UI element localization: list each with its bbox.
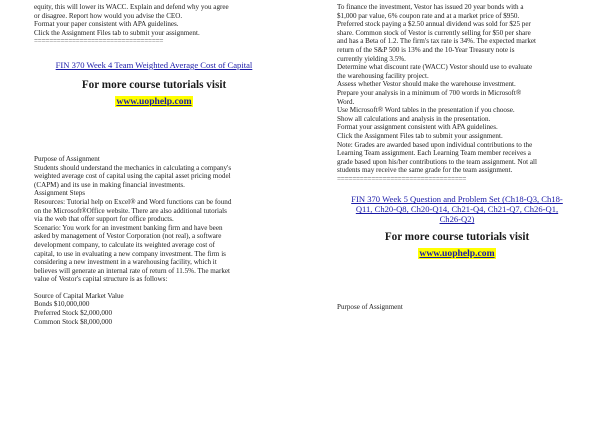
text-line: Bonds $10,000,000 xyxy=(34,300,90,309)
course-link-line[interactable]: Q11, Ch20-Q8, Ch20-Q14, Ch21-Q4, Ch21-Q7, Ch26-Q1, xyxy=(355,204,559,215)
course-link-line[interactable]: Ch26-Q2) xyxy=(439,214,475,225)
right-body xyxy=(337,3,577,175)
text-line: on the Microsoft®Office website. There are also additional tutorials xyxy=(34,206,227,215)
site-link[interactable]: www.uophelp.com xyxy=(116,95,192,107)
text-line: Preferred stock paying a $2.50 annual dividend was sold for $25 per xyxy=(337,20,531,29)
promo-heading: For more course tutorials visit xyxy=(384,231,530,244)
text-line: currently yielding 3.5%. xyxy=(337,54,406,63)
text-line: value of Vestor's capital structure is as follows: xyxy=(34,275,168,284)
text-line: asked by management of Vestor Corporation (not real), a software xyxy=(34,232,222,241)
course-link[interactable]: FIN 370 Week 4 Team Weighted Average Cost of Capital xyxy=(55,59,253,70)
text-line: Common Stock $8,000,000 xyxy=(34,317,113,326)
site-link-wrapper xyxy=(34,96,274,107)
text-line: Assess whether Vestor should make the warehouse investment. xyxy=(337,80,516,89)
text-line: share. Common stock of Vestor is currently selling for $50 per share xyxy=(337,28,531,37)
left-intro xyxy=(34,3,274,37)
course-link[interactable] xyxy=(337,194,577,224)
text-line: weighted average cost of capital using the capital asset pricing model xyxy=(34,172,231,181)
text-line: Learning Team assignment. Each Learning Team member receives a xyxy=(337,149,531,158)
text-line: Resources: Tutorial help on Excel® and Word functions can be found xyxy=(34,197,232,206)
site-link-wrapper xyxy=(337,248,577,259)
text-line: Students should understand the mechanics in calculating a company's xyxy=(34,163,232,172)
separator: ================================== xyxy=(34,37,164,46)
text-line: Preferred Stock $2,000,000 xyxy=(34,309,113,318)
text-line: Format your paper consistent with APA guidelines. xyxy=(34,20,179,29)
text-line: believes will generate an internal rate of return of 11.5%. The market xyxy=(34,266,230,275)
promo-heading: For more course tutorials visit xyxy=(81,78,227,91)
text-line: Note: Grades are awarded based upon individual contributions to the xyxy=(337,140,533,149)
text-line: capital, to use in evaluating a new company investment. The firm is xyxy=(34,249,226,258)
text-line: Show all calculations and analysis in the presentation. xyxy=(337,114,491,123)
text-line: considering a new investment in a warehousing facility, which it xyxy=(34,258,217,267)
separator: ================================== xyxy=(337,174,467,183)
left-body xyxy=(34,155,274,284)
text-line: return of the S&P 500 is 13% and the 10-Year Treasury note is xyxy=(337,45,515,54)
site-link[interactable]: www.uophelp.com xyxy=(419,248,495,260)
text-line: Source of Capital Market Value xyxy=(34,291,124,300)
text-line: Assignment Steps xyxy=(34,189,86,198)
text-line: Word. xyxy=(337,97,355,106)
text-line: $1,000 par value, 6% coupon rate and at a market price of $950. xyxy=(337,11,520,20)
text-line: To finance the investment, Vestor has issued 20 year bonds with a xyxy=(337,3,524,11)
text-line: Determine what discount rate (WACC) Vestor should use to evaluate xyxy=(337,63,533,72)
text-line: via the web that offer support for office products. xyxy=(34,215,174,224)
text-line: Scenario: You work for an investment banking firm and have been xyxy=(34,223,223,232)
text-line: development company, to calculate its weighted average cost of xyxy=(34,240,215,249)
text-line: equity, this will lower its WACC. Explain and defend why you agree xyxy=(34,3,229,11)
text-line: Purpose of Assignment xyxy=(337,303,403,312)
course-link-line[interactable]: FIN 370 Week 5 Question and Problem Set (Ch18-Q3, Ch18- xyxy=(351,194,563,205)
text-line: Click the Assignment Files tab to submit your assignment. xyxy=(34,28,200,37)
text-line: Prepare your analysis in a minimum of 700 words in Microsoft® xyxy=(337,88,522,97)
text-line: grade based upon his/her contributions to the team assignment. Not all xyxy=(337,157,537,166)
text-line: the warehousing facility project. xyxy=(337,71,429,80)
text-line: and has a Beta of 1.2. The firm's tax rate is 34%. The expected market xyxy=(337,37,536,46)
capital-structure xyxy=(34,292,274,326)
text-line: or disagree. Report how would you advise the CEO. xyxy=(34,11,183,20)
text-line: Use Microsoft® Word tables in the presentation if you choose. xyxy=(337,106,515,115)
text-line: (CAPM) and its use in making financial investments. xyxy=(34,180,185,189)
right-page xyxy=(337,0,577,312)
text-line: Purpose of Assignment xyxy=(34,154,100,163)
text-line: students may receive the same grade for the team assignment. xyxy=(337,166,513,175)
text-line: Format your assignment consistent with APA guidelines. xyxy=(337,123,498,132)
left-page xyxy=(34,0,274,326)
text-line: Click the Assignment Files tab to submit your assignment. xyxy=(337,131,503,140)
